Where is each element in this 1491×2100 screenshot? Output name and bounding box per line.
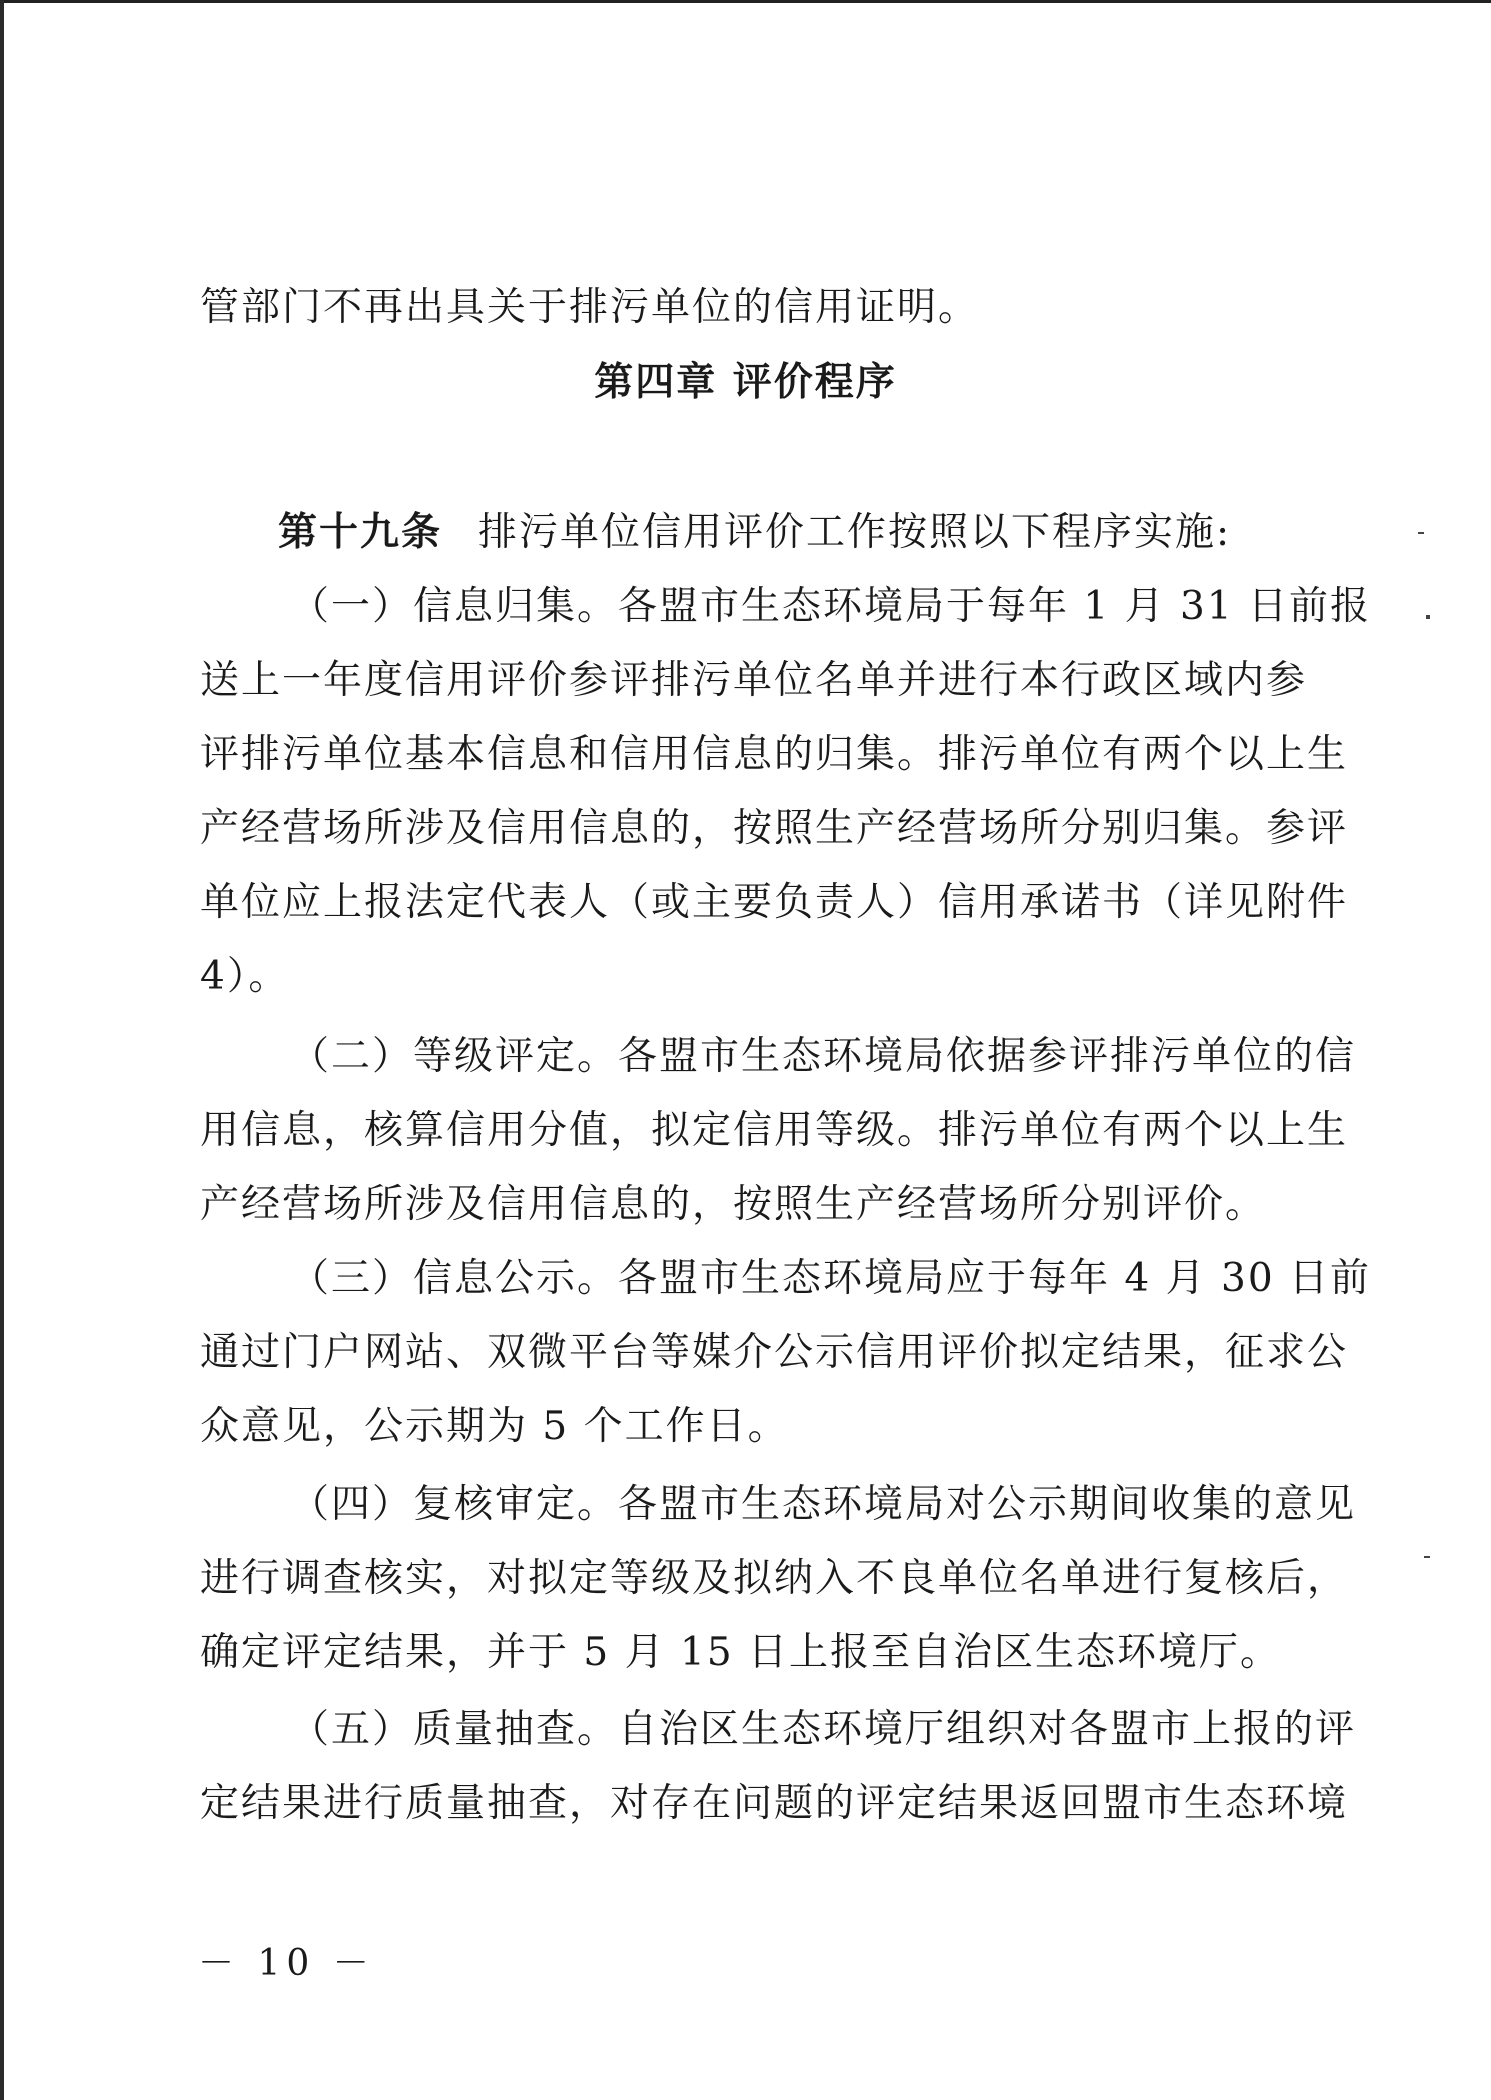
paragraph-line: 产经营场所涉及信用信息的，按照生产经营场所分别归集。参评 (200, 806, 1349, 851)
paragraph-line: 进行调查核实，对拟定等级及拟纳入不良单位名单进行复核后， (200, 1556, 1349, 1601)
article-intro: 排污单位信用评价工作按照以下程序实施: (478, 510, 1232, 555)
paragraph-line: 定结果进行质量抽查，对存在问题的评定结果返回盟市生态环境 (200, 1781, 1349, 1826)
paragraph-line: 产经营场所涉及信用信息的，按照生产经营场所分别评价。 (200, 1182, 1267, 1227)
paragraph-line: 众意见，公示期为 5 个工作日。 (200, 1404, 789, 1449)
paragraph-line: 4）。 (200, 954, 290, 999)
paragraph-line: 评排污单位基本信息和信用信息的归集。排污单位有两个以上生 (200, 732, 1349, 777)
scan-left-edge (0, 0, 4, 2100)
article-heading-line (278, 508, 1231, 558)
scan-speck (1418, 532, 1424, 534)
page-number: － 10 － (198, 1943, 375, 1984)
paragraph-line: 单位应上报法定代表人（或主要负责人）信用承诺书（详见附件 (200, 880, 1349, 925)
chapter-heading: 第四章 评价程序 (594, 360, 897, 405)
paragraph-line: 通过门户网站、双微平台等媒介公示信用评价拟定结果，征求公 (200, 1330, 1349, 1375)
paragraph-line: （二）等级评定。各盟市生态环境局依据参评排污单位的信 (290, 1034, 1357, 1079)
paragraph-line: （五）质量抽查。自治区生态环境厅组织对各盟市上报的评 (290, 1707, 1357, 1752)
paragraph-line: 确定评定结果，并于 5 月 15 日上报至自治区生态环境厅。 (200, 1630, 1282, 1675)
scan-speck (1424, 1556, 1430, 1558)
paragraph-line: 送上一年度信用评价参评排污单位名单并进行本行政区域内参 (200, 658, 1308, 703)
paragraph-line: （一）信息归集。各盟市生态环境局于每年 1 月 31 日前报 (290, 584, 1372, 629)
paragraph-line: （三）信息公示。各盟市生态环境局应于每年 4 月 30 日前 (290, 1256, 1372, 1301)
article-title: 第十九条 (278, 510, 443, 555)
paragraph-line: 用信息，核算信用分值，拟定信用等级。排污单位有两个以上生 (200, 1108, 1349, 1153)
continuation-line: 管部门不再出具关于排污单位的信用证明。 (200, 285, 980, 330)
scan-speck (1426, 615, 1430, 619)
paragraph-line: （四）复核审定。各盟市生态环境局对公示期间收集的意见 (290, 1482, 1357, 1527)
scan-top-edge (0, 0, 1491, 3)
